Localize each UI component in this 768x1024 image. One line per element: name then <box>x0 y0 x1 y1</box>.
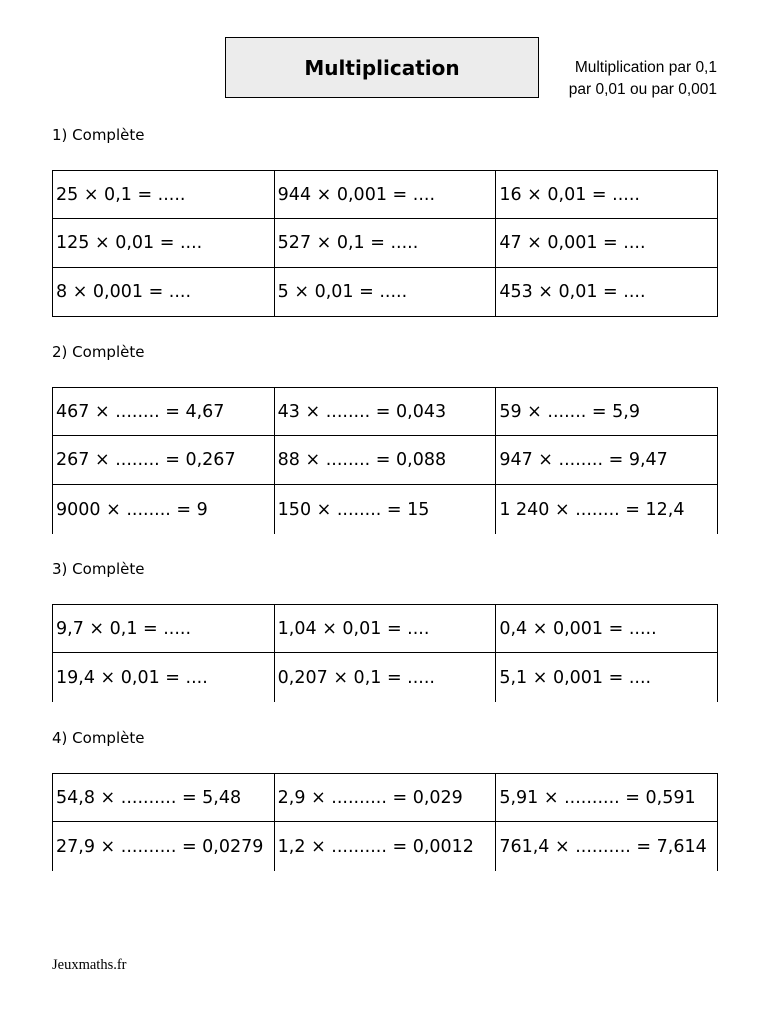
exercise-cell: 25 × 0,1 = ..... <box>53 170 275 219</box>
exercise-cell: 1 240 × ........ = 12,4 <box>496 485 718 534</box>
exercise-cell: 947 × ........ = 9,47 <box>496 436 718 485</box>
exercise-cell: 2,9 × .......... = 0,029 <box>275 773 497 822</box>
subtitle-line-1: Multiplication par 0,1 <box>574 59 717 76</box>
section-2-table <box>52 387 718 534</box>
exercise-cell: 0,207 × 0,1 = ..... <box>275 653 497 702</box>
exercise-cell: 761,4 × .......... = 7,614 <box>496 822 718 871</box>
table-row <box>52 268 718 317</box>
exercise-cell: 5 × 0,01 = ..... <box>275 268 497 317</box>
table-row <box>52 219 718 268</box>
table-row <box>52 773 718 822</box>
exercise-cell: 8 × 0,001 = .... <box>53 268 275 317</box>
table-row <box>52 822 718 871</box>
table-row <box>52 436 718 485</box>
section-3-table <box>52 604 718 702</box>
section-2-label: 2) Complète <box>52 343 145 361</box>
table-row <box>52 604 718 653</box>
exercise-cell: 16 × 0,01 = ..... <box>496 170 718 219</box>
exercise-cell: 54,8 × .......... = 5,48 <box>53 773 275 822</box>
section-4-label: 4) Complète <box>52 729 145 747</box>
footer-credit: Jeuxmaths.fr <box>52 957 127 973</box>
section-1-table <box>52 170 718 317</box>
table-row <box>52 387 718 436</box>
exercise-cell: 5,91 × .......... = 0,591 <box>496 773 718 822</box>
exercise-cell: 0,4 × 0,001 = ..... <box>496 604 718 653</box>
exercise-cell: 150 × ........ = 15 <box>275 485 497 534</box>
exercise-cell: 453 × 0,01 = .... <box>496 268 718 317</box>
exercise-cell: 47 × 0,001 = .... <box>496 219 718 268</box>
exercise-cell: 467 × ........ = 4,67 <box>53 387 275 436</box>
subtitle-line-2: par 0,01 ou par 0,001 <box>568 81 717 98</box>
exercise-cell: 1,04 × 0,01 = .... <box>275 604 497 653</box>
exercise-cell: 1,2 × .......... = 0,0012 <box>275 822 497 871</box>
worksheet-subtitle <box>541 57 717 101</box>
table-row <box>52 170 718 219</box>
exercise-cell: 19,4 × 0,01 = .... <box>53 653 275 702</box>
exercise-cell: 27,9 × .......... = 0,0279 <box>53 822 275 871</box>
exercise-cell: 88 × ........ = 0,088 <box>275 436 497 485</box>
exercise-cell: 9000 × ........ = 9 <box>53 485 275 534</box>
exercise-cell: 43 × ........ = 0,043 <box>275 387 497 436</box>
exercise-cell: 5,1 × 0,001 = .... <box>496 653 718 702</box>
exercise-cell: 9,7 × 0,1 = ..... <box>53 604 275 653</box>
table-row <box>52 485 718 534</box>
section-4-table <box>52 773 718 871</box>
exercise-cell: 59 × ....... = 5,9 <box>496 387 718 436</box>
exercise-cell: 125 × 0,01 = .... <box>53 219 275 268</box>
section-3-label: 3) Complète <box>52 560 145 578</box>
table-row <box>52 653 718 702</box>
section-1-label: 1) Complète <box>52 126 145 144</box>
exercise-cell: 944 × 0,001 = .... <box>275 170 497 219</box>
exercise-cell: 527 × 0,1 = ..... <box>275 219 497 268</box>
exercise-cell: 267 × ........ = 0,267 <box>53 436 275 485</box>
worksheet-title: Multiplication <box>225 37 539 98</box>
